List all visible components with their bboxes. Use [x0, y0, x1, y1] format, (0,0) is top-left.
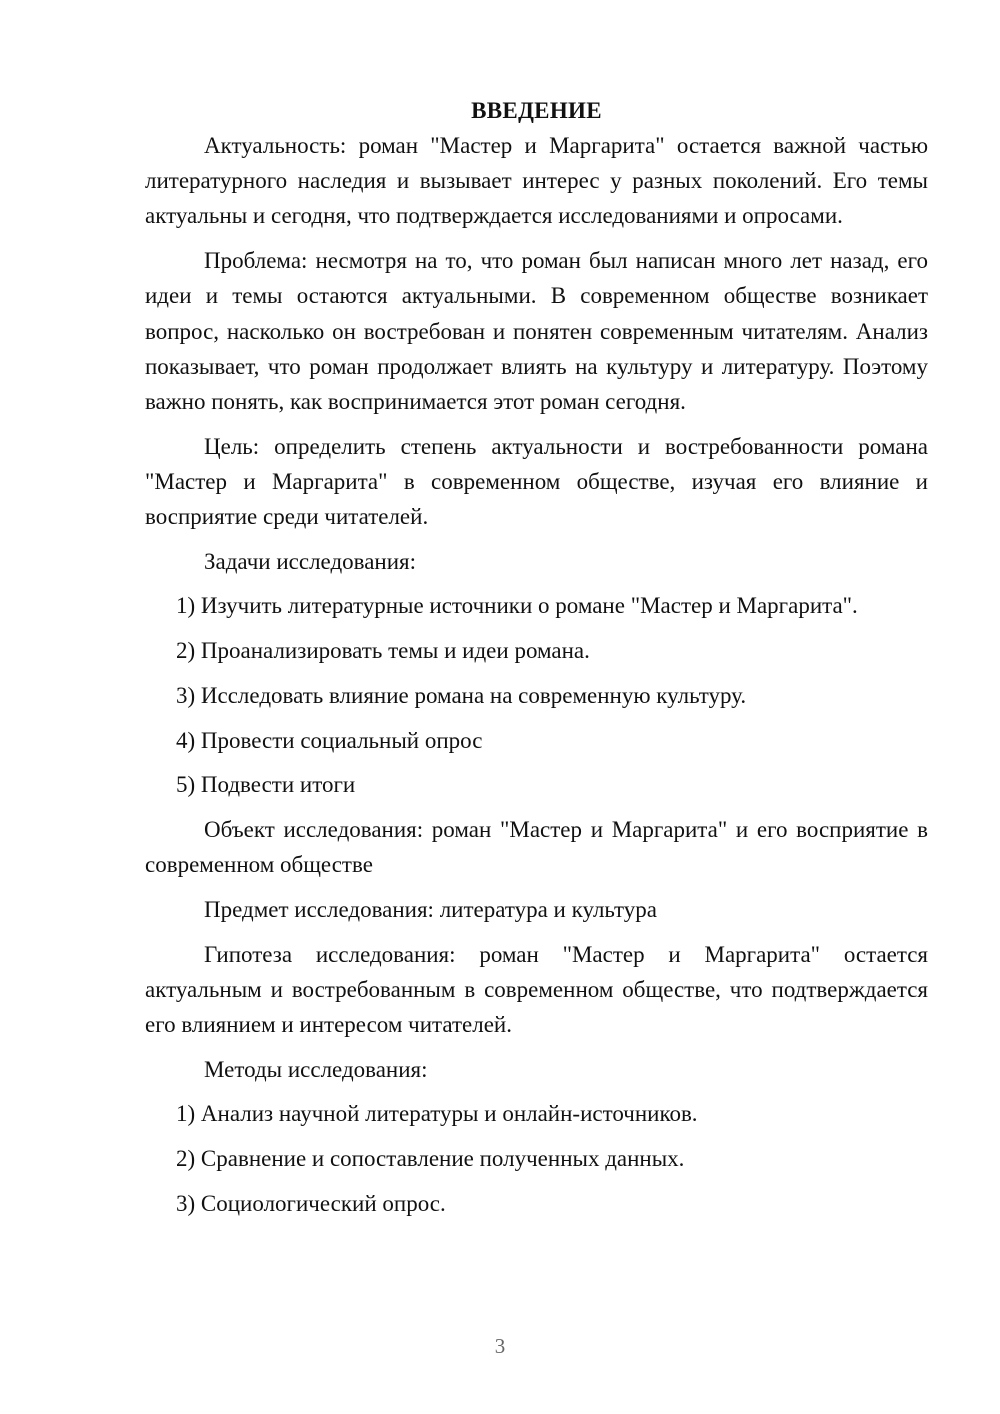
list-item: 4) Провести социальный опрос [176, 727, 483, 753]
list-item: 2) Сравнение и сопоставление полученных данных. [176, 1146, 685, 1172]
page-number: 3 [494, 1334, 506, 1358]
methods-list [145, 1096, 928, 1221]
relevance-paragraph: Актуальность: роман "Мастер и Маргарита" остается важной частью литературного наследия и вызывает интерес у разных поколений. Его темы актуальны и сегодня, что подтверждается исследованиями и опросами. [145, 133, 928, 229]
tasks-list [145, 588, 928, 802]
hypothesis-paragraph: Гипотеза исследования: роман "Мастер и Маргарита" остается актуальным и востребованным в современном обществе, что подтверждается его влиянием и интересом читателей. [145, 941, 928, 1037]
list-item: 1) Анализ научной литературы и онлайн-источников. [176, 1101, 698, 1127]
section-title: ВВЕДЕНИЕ [471, 98, 602, 123]
list-item: 3) Исследовать влияние романа на современную культуру. [176, 682, 747, 708]
list-item: 5) Подвести итоги [176, 772, 356, 798]
problem-paragraph: Проблема: несмотря на то, что роман был написан много лет назад, его идеи и темы остаются актуальными. В современном обществе возникает вопрос, насколько он востребован и понятен современным читателям. Анализ показывает, что роман продолжает влиять на культуру и литературу. Поэтому важно понять, как воспринимается этот роман сегодня. [145, 248, 928, 414]
subject-paragraph: Предмет исследования: литература и культура [204, 896, 658, 922]
tasks-heading: Задачи исследования: [204, 548, 417, 574]
document-page [145, 93, 928, 1230]
goal-paragraph: Цель: определить степень актуальности и востребованности романа "Мастер и Маргарита" в современном обществе, изучая его влияние и восприятие среди читателей. [145, 433, 928, 530]
methods-heading: Методы исследования: [204, 1056, 428, 1082]
list-item: 3) Социологический опрос. [176, 1190, 446, 1216]
list-item: 2) Проанализировать темы и идеи романа. [176, 638, 590, 664]
list-item: 1) Изучить литературные источники о романе "Мастер и Маргарита". [176, 593, 858, 619]
object-paragraph: Объект исследования: роман "Мастер и Маргарита" и его восприятие в современном обществе [145, 816, 928, 878]
